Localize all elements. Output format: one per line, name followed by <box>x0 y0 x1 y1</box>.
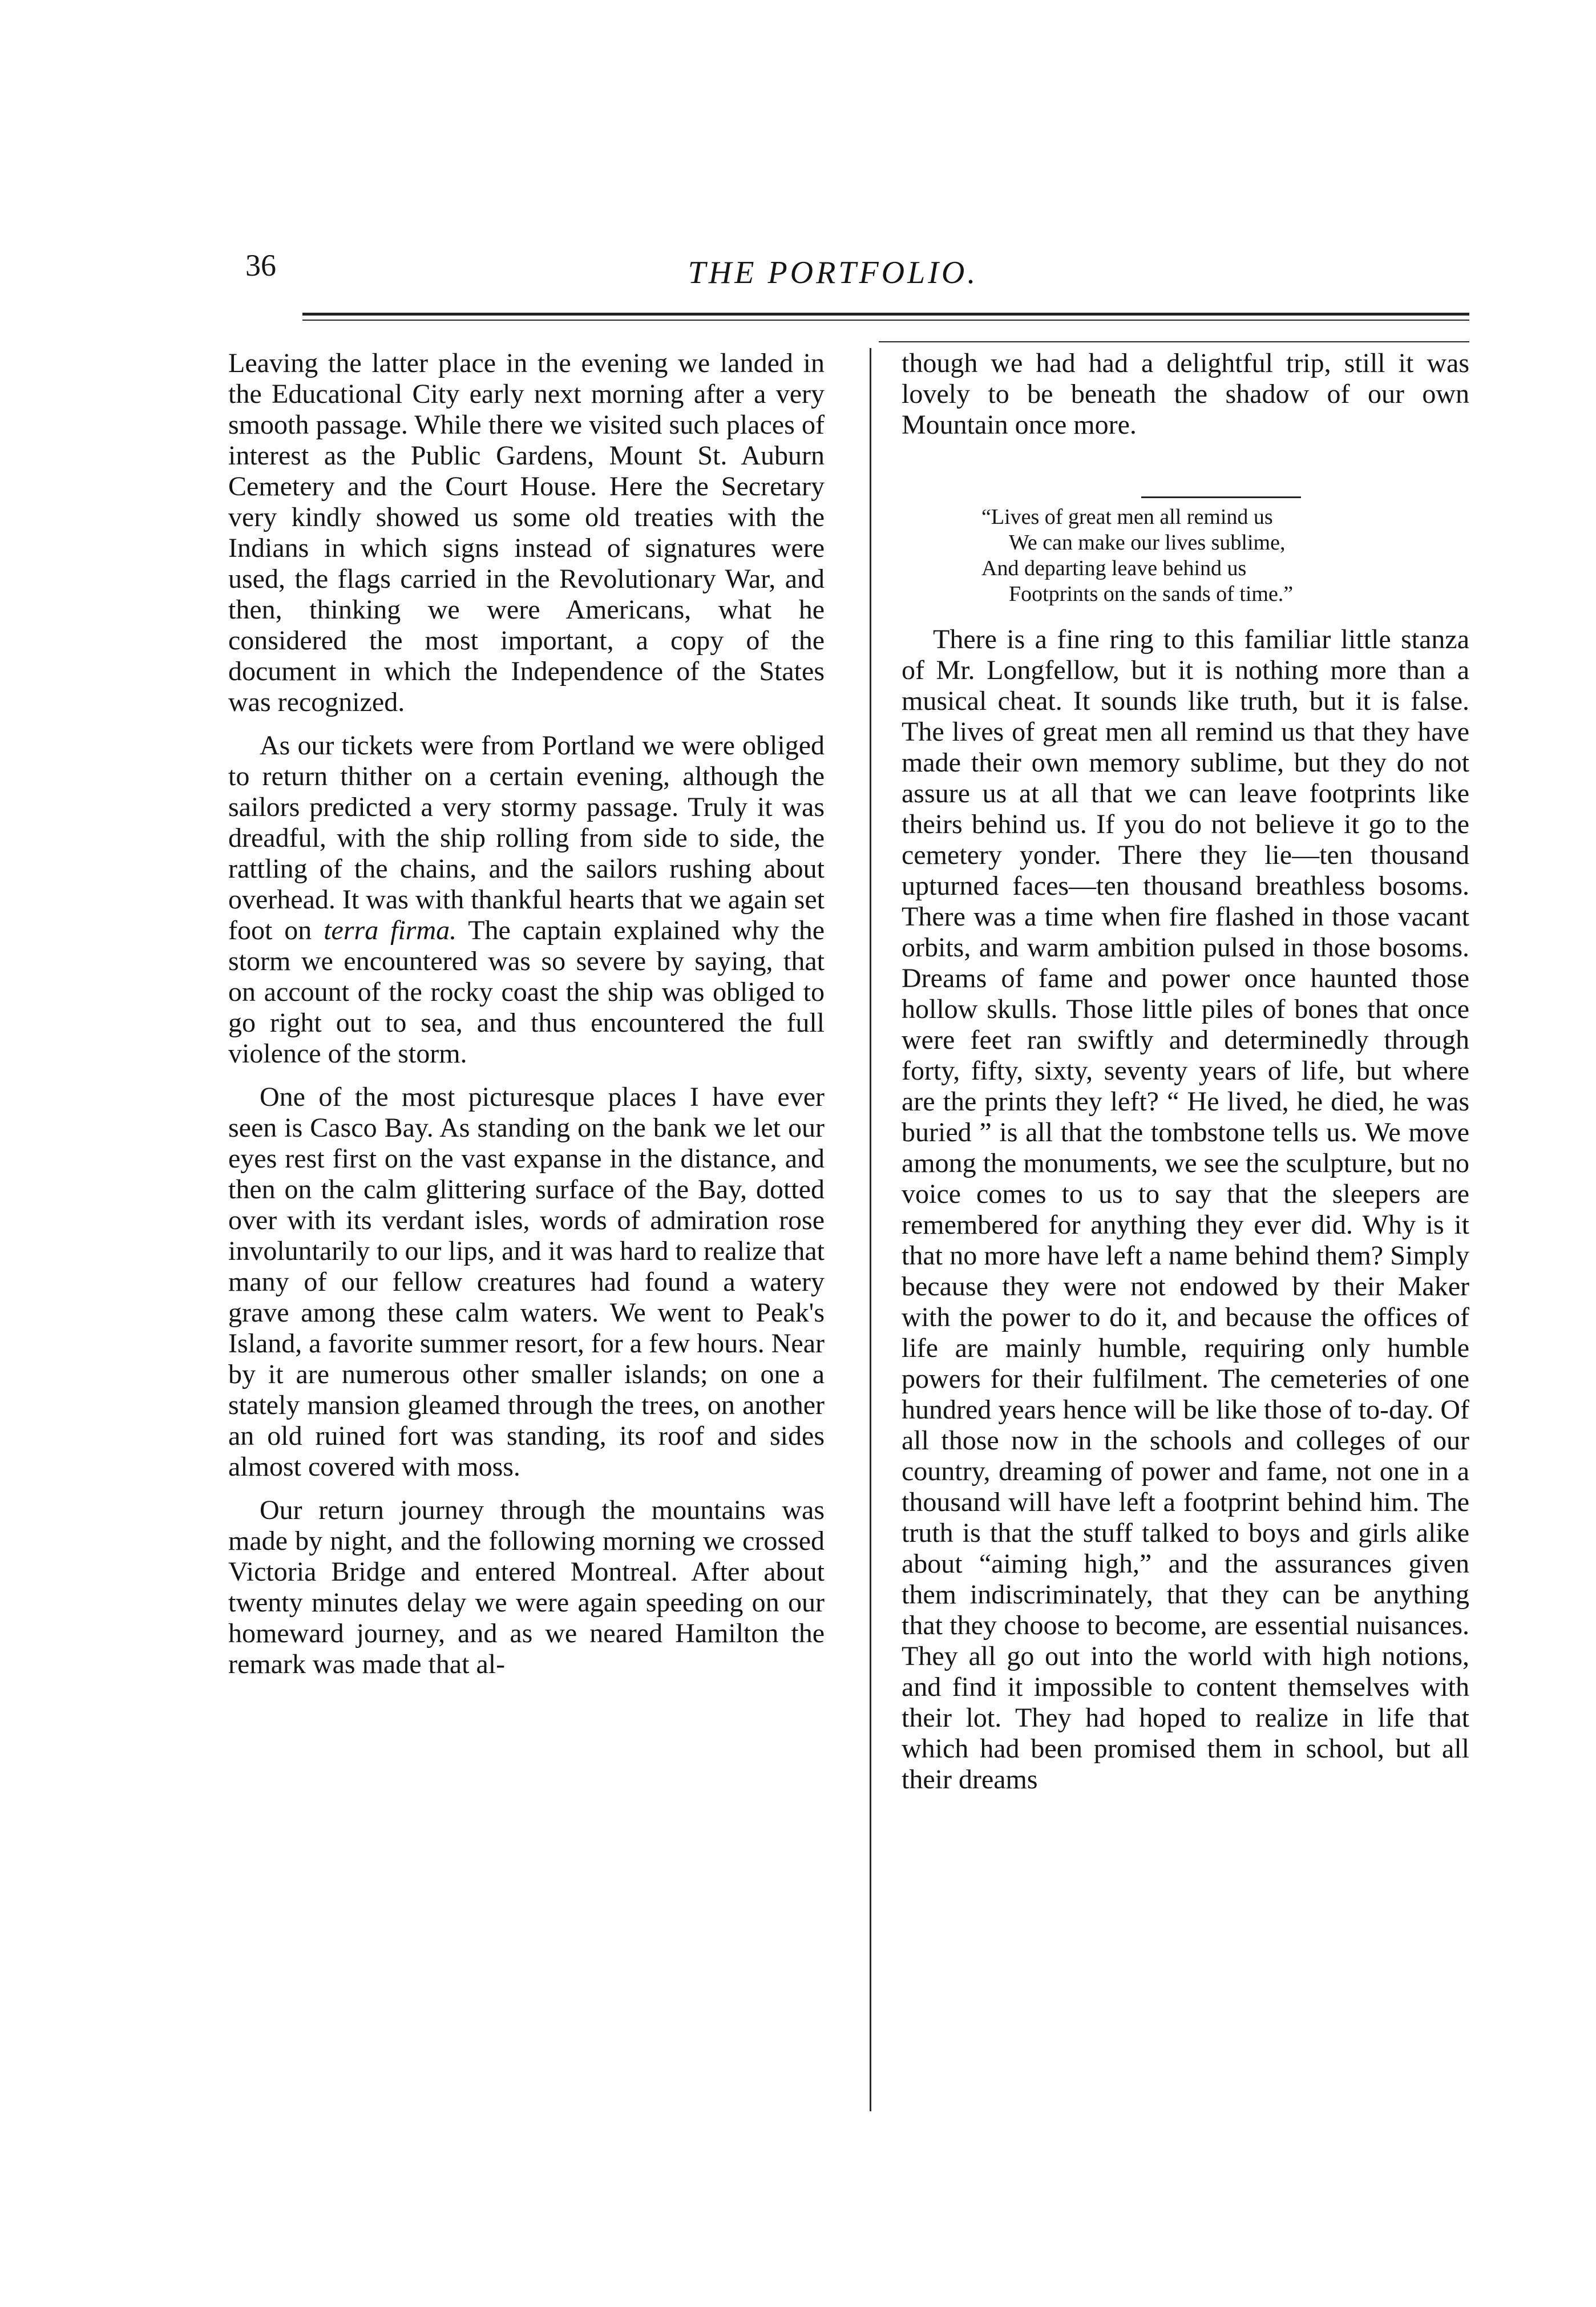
text-run: As our tickets were from Portland we were obliged to return thither on a certain evening, although the sailors predicted a very stormy passage. Truly it was dreadful, with the ship rolling from side to side, the rattling of the chains, and the sailors rushing about overhead. It was with thankful hearts that we again set foot on <box>228 730 825 946</box>
italic-phrase: terra firma. <box>324 915 457 946</box>
section-divider-rule <box>1141 496 1301 498</box>
left-column <box>228 348 825 1692</box>
page-number: 36 <box>245 248 276 282</box>
running-title: THE PORTFOLIO. <box>688 255 979 290</box>
paragraph: though we had had a delightful trip, still it was lovely to be beneath the shadow of our own Mountain once more. <box>902 348 1469 440</box>
header-rule-thick <box>302 313 1469 316</box>
right-column <box>902 348 1469 1808</box>
poem-line: We can make our lives sublime, <box>1009 531 1286 555</box>
poem-line: And departing leave behind us <box>981 556 1247 580</box>
paragraph: One of the most picturesque places I have ever seen is Casco Bay. As standing on the bank we let our eyes rest first on the vast expanse in the distance, and then on the calm glittering surface of the Bay, dotted over with its verdant isles, words of admiration rose involuntarily to our lips, and it was hard to realize that many of our fellow creatures had found a watery grave among these calm waters. We went to Peak's Island, a favorite summer resort, for a few hours. Near by it are numerous other smaller islands; on one a stately mansion gleamed through the trees, on another an old ruined fort was standing, its roof and sides almost covered with moss. <box>228 1082 825 1482</box>
column-divider <box>870 348 871 2111</box>
poem-line: Footprints on the sands of time.” <box>1009 582 1294 606</box>
paragraph: Our return journey through the mountains was made by night, and the following morning we crossed Victoria Bridge and entered Montreal. After about twenty minutes delay we were again speeding on our homeward journey, and as we neared Hamilton the remark was made that al- <box>228 1495 825 1679</box>
poem-line: “Lives of great men all remind us <box>981 505 1273 529</box>
paragraph <box>228 730 825 1069</box>
section-break <box>902 453 1469 493</box>
text-run: The captain explained why the storm we encountered was so severe by saying, that on account of the rocky coast the ship was obliged to go right out to sea, and thus encountered the full violence of the storm. <box>228 915 825 1069</box>
header-rule-thin <box>302 320 1469 321</box>
poem-quote <box>981 504 1469 607</box>
paragraph: There is a fine ring to this familiar little stanza of Mr. Longfellow, but it is nothing more than a musical cheat. It sounds like truth, but it is false. The lives of great men all remind us that they have made their own memory sublime, but they do not assure us at all that we can leave footprints like theirs behind us. If you do not believe it go to the cemetery yonder. There they lie—ten thousand upturned faces—ten thousand breathless bosoms. There was a time when fire flashed in those vacant orbits, and warm ambition pulsed in those bosoms. Dreams of fame and power once haunted those hollow skulls. Those little piles of bones that once were feet ran swiftly and determinedly through forty, fifty, sixty, seventy years of life, but where are the prints they left? “ He lived, he died, he was buried ” is all that the tombstone tells us. We move among the monuments, we see the sculpture, but no voice comes to us to say that the sleepers are remembered for anything they ever did. Why is it that no more have left a name behind them? Simply because they were not endowed by their Maker with the power to do it, and because the offices of life are mainly humble, requiring only humble powers for their fulfilment. The cemeteries of one hundred years hence will be like those of to-day. Of all those now in the schools and colleges of our country, dreaming of power and fame, not one in a thousand will have left a footprint behind him. The truth is that the stuff talked to boys and girls alike about “aiming high,” and the assurances given them indiscriminately, that they can be anything that they choose to become, are essential nuisances. They all go out into the world with high notions, and find it impossible to content themselves with their lot. They had hoped to realize in life that which had been promised them in school, but all their dreams <box>902 624 1469 1795</box>
paragraph: Leaving the latter place in the evening we landed in the Educational City early next morning after a very smooth passage. While there we visited such places of interest as the Public Gardens, Mount St. Auburn Cemetery and the Court House. Here the Secretary very kindly showed us some old treaties with the Indians in which signs instead of signatures were used, the flags carried in the Revolutionary War, and then, thinking we were Americans, what he considered the most important, a copy of the document in which the Independence of the States was recognized. <box>228 348 825 717</box>
right-column-top-rule <box>879 341 1469 342</box>
